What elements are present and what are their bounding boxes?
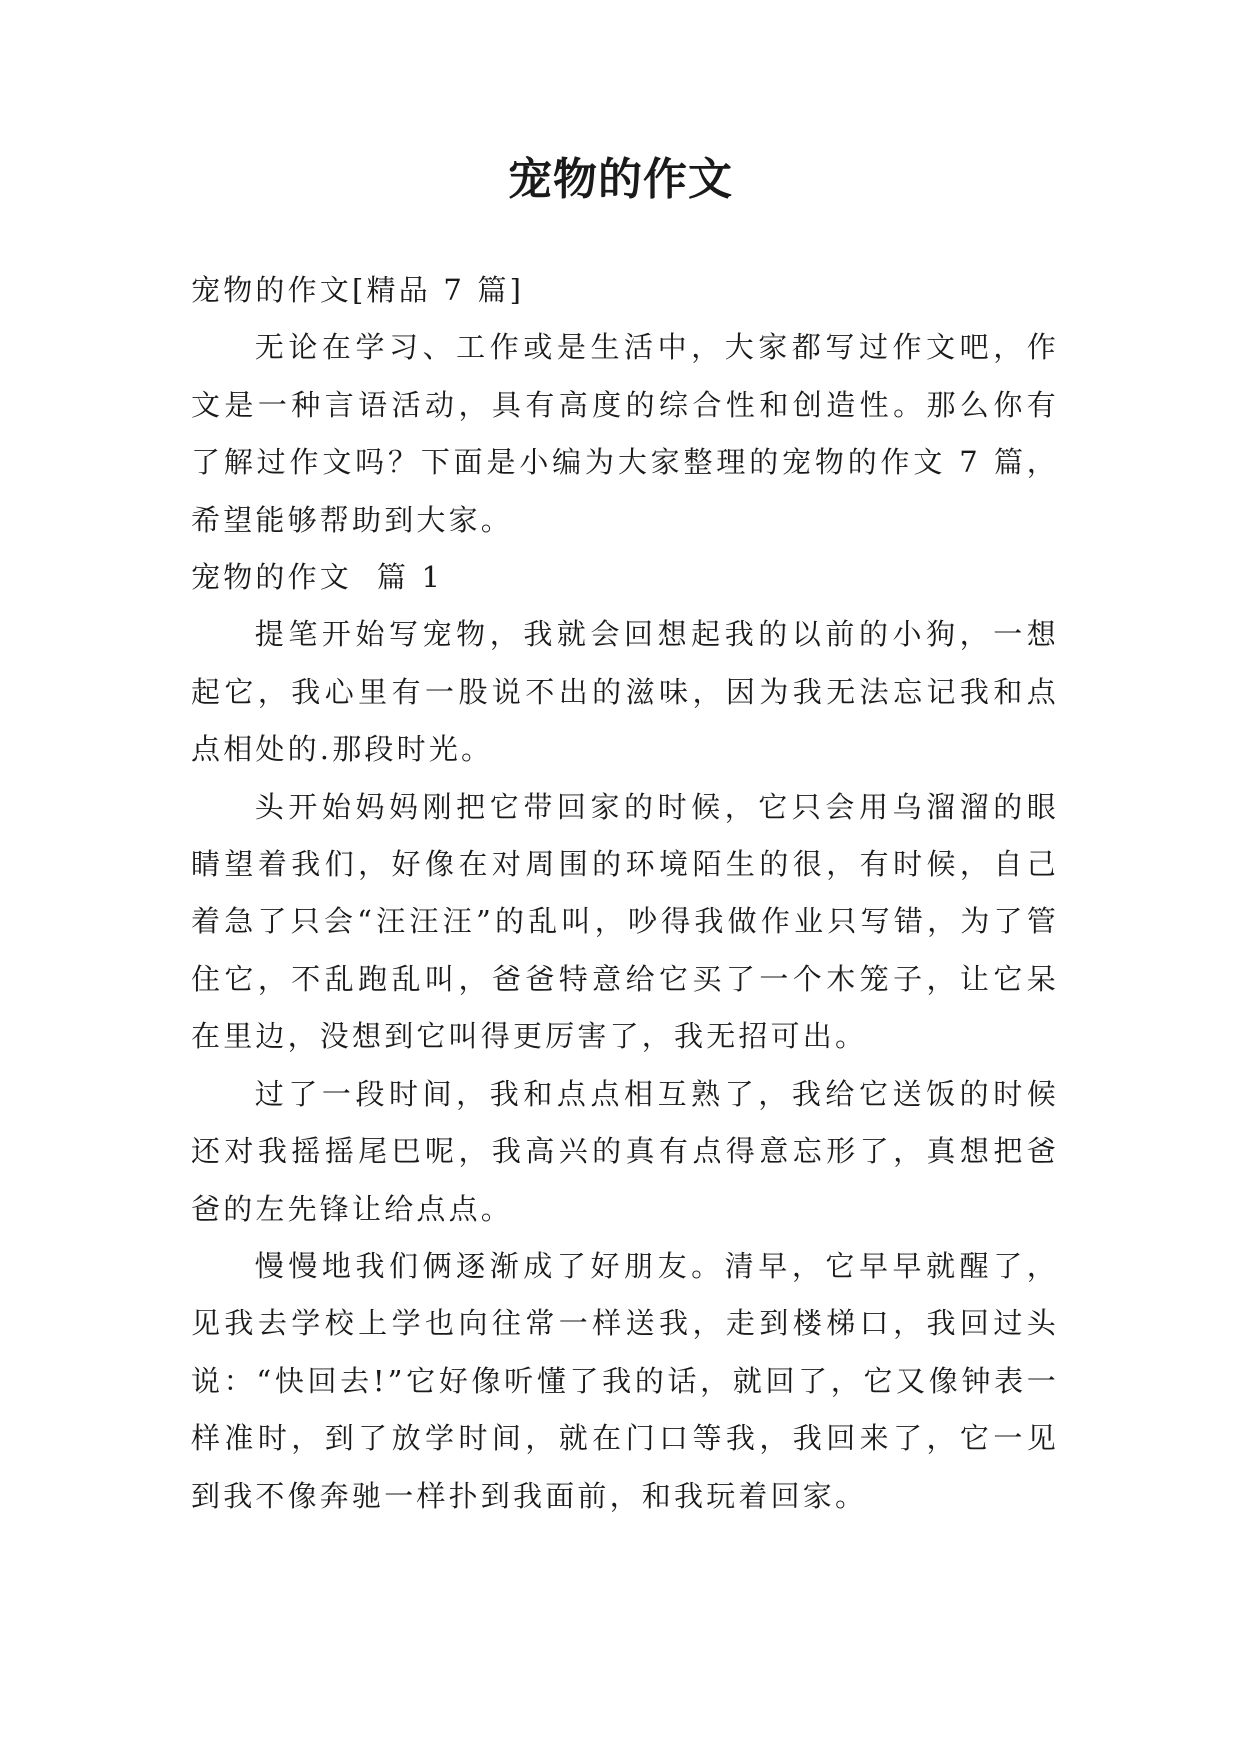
section-heading: 宠物的作文 篇 1	[191, 560, 444, 595]
document-body	[191, 262, 1059, 1525]
paragraph: 过了一段时间，我和点点相互熟了，我给它送饭的时候还对我摇摇尾巴呢，我高兴的真有点得意忘形了，真想把爸爸的左先锋让给点点。	[191, 1076, 1059, 1226]
document-title: 宠物的作文	[508, 154, 733, 205]
document-subtitle: 宠物的作文[精品 7 篇]	[191, 273, 525, 307]
intro-paragraph: 无论在学习、工作或是生活中，大家都写过作文吧，作文是一种言语活动，具有高度的综合性和创造性。那么你有了解过作文吗？下面是小编为大家整理的宠物的作文 7 篇，希望能够帮助到大家。	[191, 330, 1059, 537]
paragraph: 头开始妈妈刚把它带回家的时候，它只会用乌溜溜的眼睛望着我们，好像在对周围的环境陌生的很，有时候，自己着急了只会“汪汪汪”的乱叫，吵得我做作业只写错，为了管住它，不乱跑乱叫，爸爸特意给它买了一个木笼子，让它呆在里边，没想到它叫得更厉害了，我无招可出。	[191, 789, 1059, 1054]
paragraph: 慢慢地我们俩逐渐成了好朋友。清早，它早早就醒了，见我去学校上学也向往常一样送我，走到楼梯口，我回过头说：“快回去!”它好像听懂了我的话，就回了，它又像钟表一样准时，到了放学时间，就在门口等我，我回来了，它一见到我不像奔驰一样扑到我面前，和我玩着回家。	[191, 1248, 1059, 1513]
paragraph: 提笔开始写宠物，我就会回想起我的以前的小狗，一想起它，我心里有一股说不出的滋味，因为我无法忘记我和点点相处的.那段时光。	[191, 617, 1059, 767]
